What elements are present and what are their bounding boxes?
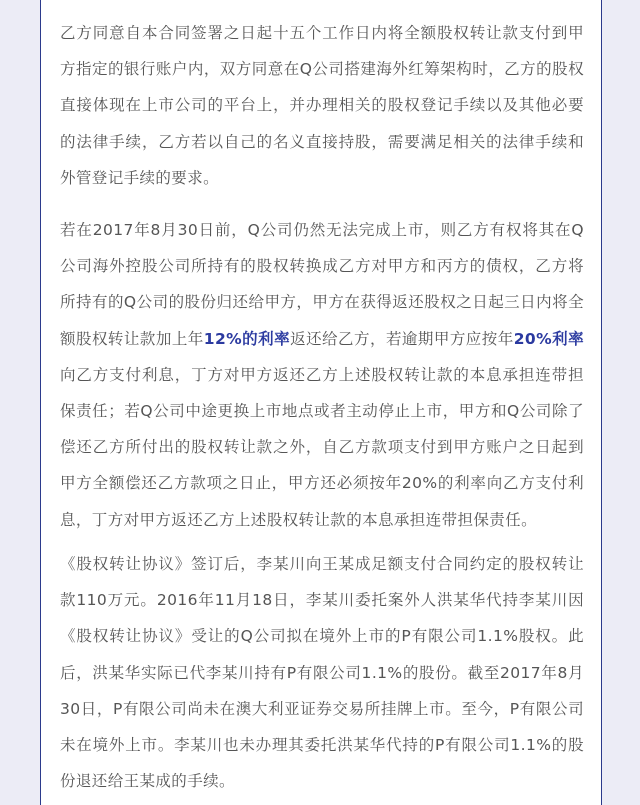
paragraph-text-segment: 向乙方支付利息，丁方对甲方返还乙方上述股权转让款的本息承担连带担保责任；若Q公司中途更换上市地点或者主动停止上市，甲方和Q公司除了偿还乙方所付出的股权转让款之外，自乙方款项支付到甲方账户之日起到甲方全额偿还乙方款项之日止，甲方还必须按年20%的利率向乙方支付利息，丁方对甲方返还乙方上述股权转让款的本息承担连带担保责任。 [60,365,584,529]
paragraph-listing-failure-terms [60,212,584,538]
highlight-interest-rate-12: 12%的利率 [203,329,291,348]
paragraph-payment-terms: 乙方同意自本合同签署之日起十五个工作日内将全额股权转让款支付到甲方指定的银行账户内，双方同意在Q公司搭建海外红筹架构时，乙方的股权直接体现在上市公司的平台上，并办理相关的股权登记手续以及其他必要的法律手续，乙方若以自己的名义直接持股，需要满足相关的法律手续和外管登记手续的要求。 [60,24,584,187]
paragraph-text-segment: 返还给乙方，若逾期甲方应按年 [290,329,514,348]
paragraph-text-segment: 若在2017年8月30日前，Q公司仍然无法完成上市，则乙方有权将其在Q公司海外控股公司所持有的股权转换成乙方对甲方和丙方的债权，乙方将所持有的Q公司的股份归还给甲方，甲方在获得返还股权之日起三日内将全额股权转让款加上年 [60,221,584,348]
paragraph-agreement-facts: 《股权转让协议》签订后，李某川向王某成足额支付合同约定的股权转让款110万元。2016年11月18日，李某川委托案外人洪某华代持李某川因《股权转让协议》受让的Q公司拟在境外上市的P有限公司1.1%股权。此后，洪某华实际已代李某川持有P有限公司1.1%的股份。截至2017年8月30日，P有限公司尚未在澳大利亚证券交易所挂牌上市。至今，P有限公司未在境外上市。李某川也未办理其委托洪某华代持的P有限公司1.1%的股份退还给王某成的手续。 [60,555,584,791]
article-page [40,0,602,805]
highlight-interest-rate-20: 20%利率 [513,329,584,348]
